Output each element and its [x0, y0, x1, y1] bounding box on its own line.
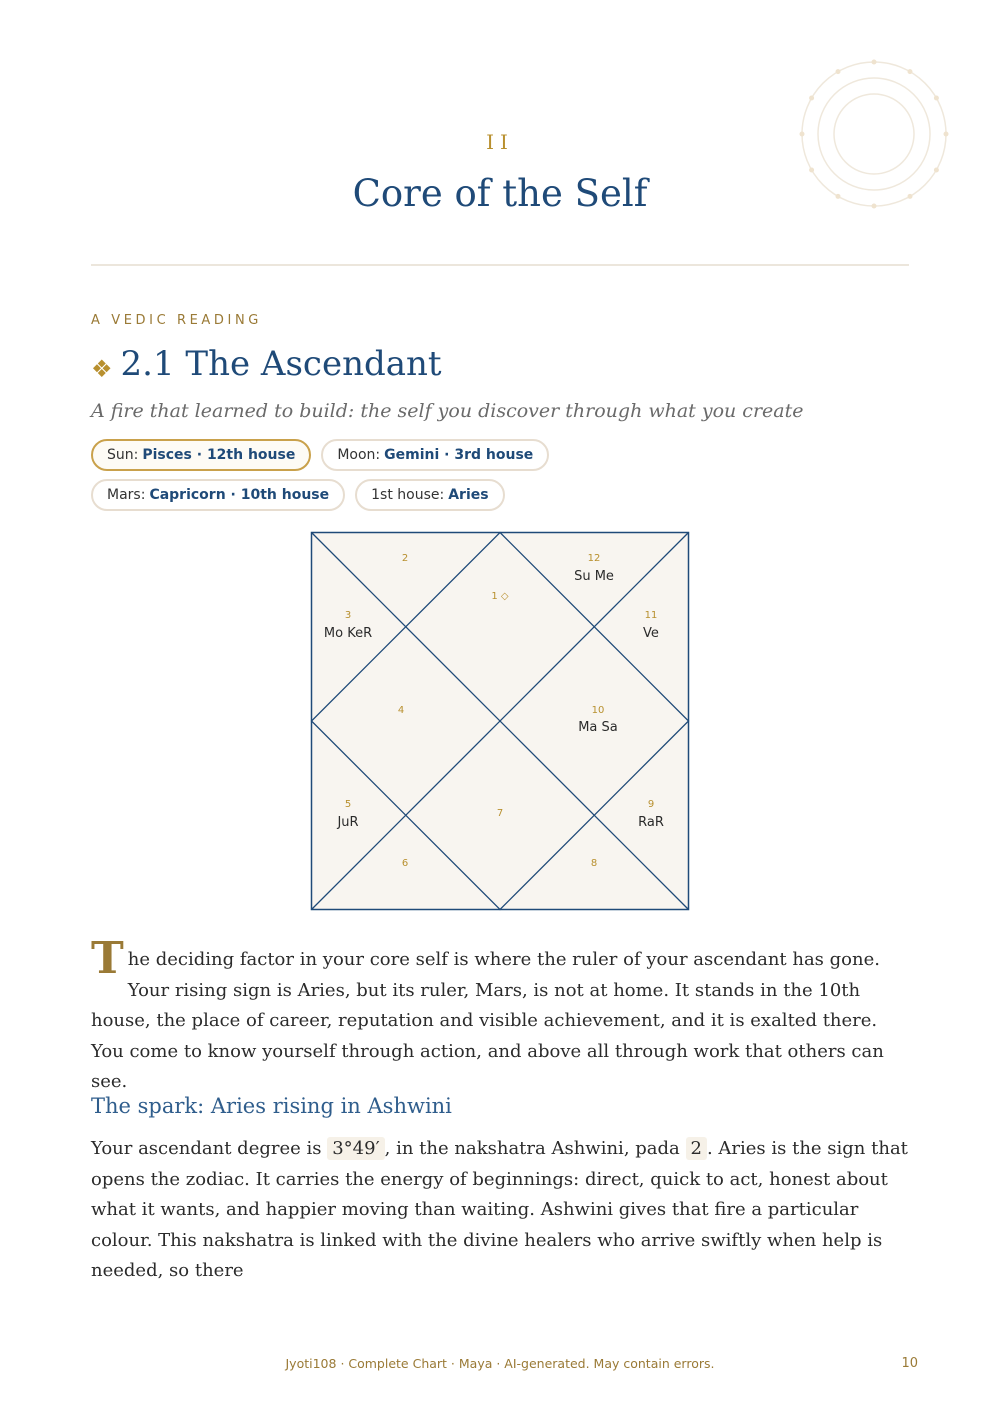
house-number-12: 12 — [587, 553, 601, 564]
birth-chart-diagram — [310, 531, 690, 911]
ascendant-paragraph — [91, 1134, 909, 1287]
pill-value: Aries — [448, 487, 489, 503]
house-number-9: 9 — [647, 799, 655, 810]
section-kicker: A VEDIC READING — [91, 313, 262, 328]
degree-value: 3°49′ — [327, 1137, 384, 1160]
pill-label: 1st house: — [371, 487, 445, 503]
house-number-7: 7 — [496, 808, 504, 819]
section-heading — [91, 344, 442, 384]
drop-cap: T — [91, 933, 124, 984]
paragraph-text: . Aries is the sign that opens the zodiac. It carries the energy of beginnings: direct, quick to act, honest about what it wants, and happier moving than waiting. Ashwini gives that fire a particular colour. This nakshatra is linked with the divine healers who arrive swiftly when help is needed, so there — [91, 1138, 908, 1281]
page-footer: Jyoti108 · Complete Chart · Maya · AI-generated. May contain errors. — [285, 1356, 715, 1371]
pill-mars — [91, 479, 345, 511]
house-number-11: 11 — [644, 610, 658, 621]
house-number-5: 5 — [344, 799, 352, 810]
house-number-3: 3 — [344, 610, 352, 621]
intro-paragraph — [91, 933, 909, 1098]
house-number-10: 10 — [591, 705, 605, 716]
four-diamond-icon: ❖ — [91, 355, 113, 383]
house-number-6: 6 — [401, 858, 409, 869]
pill-value: Capricorn · 10th house — [149, 487, 330, 503]
paragraph-text: Your ascendant degree is — [91, 1138, 328, 1159]
paragraph-text: , in the nakshatra Ashwini, pada — [384, 1138, 686, 1159]
pill-label: Sun: — [107, 447, 139, 463]
pill-value: Gemini · 3rd house — [384, 447, 534, 463]
divider — [91, 264, 909, 266]
section-title: 2.1 The Ascendant — [120, 344, 442, 384]
house-number-8: 8 — [590, 858, 598, 869]
chapter-number: II — [486, 130, 514, 154]
house-planets-10: Ma Sa — [578, 720, 618, 735]
house-planets-12: Su Me — [574, 569, 614, 584]
house-number-2: 2 — [401, 553, 409, 564]
pill-sun — [91, 439, 311, 471]
house-planets-9: RaR — [638, 815, 664, 830]
page-number: 10 — [901, 1356, 918, 1371]
pill-moon — [321, 439, 549, 471]
house-number-4: 4 — [397, 705, 405, 716]
pill-label: Mars: — [107, 487, 146, 503]
pill-first-house — [355, 479, 504, 511]
section-subtitle: A fire that learned to build: the self you discover through what you create — [91, 400, 804, 422]
house-planets-5: JuR — [337, 815, 359, 830]
placement-pills — [91, 439, 791, 511]
house-number-1: 1 ◇ — [491, 591, 509, 602]
pill-value: Pisces · 12th house — [142, 447, 296, 463]
intro-paragraph-text: he deciding factor in your core self is where the ruler of your ascendant has gone. Your rising sign is Aries, but its ruler, Mars, is not at home. It stands in the 10th house, the place of career, reputation and visible achievement, and it is exalted there. You come to know yourself through action, and above all through work that others can see. — [91, 949, 884, 1092]
subsection-heading: The spark: Aries rising in Ashwini — [91, 1094, 452, 1118]
pada-value: 2 — [686, 1137, 707, 1160]
chapter-title: Core of the Self — [352, 172, 648, 215]
pill-label: Moon: — [337, 447, 381, 463]
house-planets-11: Ve — [643, 626, 659, 641]
house-planets-3: Mo KeR — [323, 626, 373, 641]
